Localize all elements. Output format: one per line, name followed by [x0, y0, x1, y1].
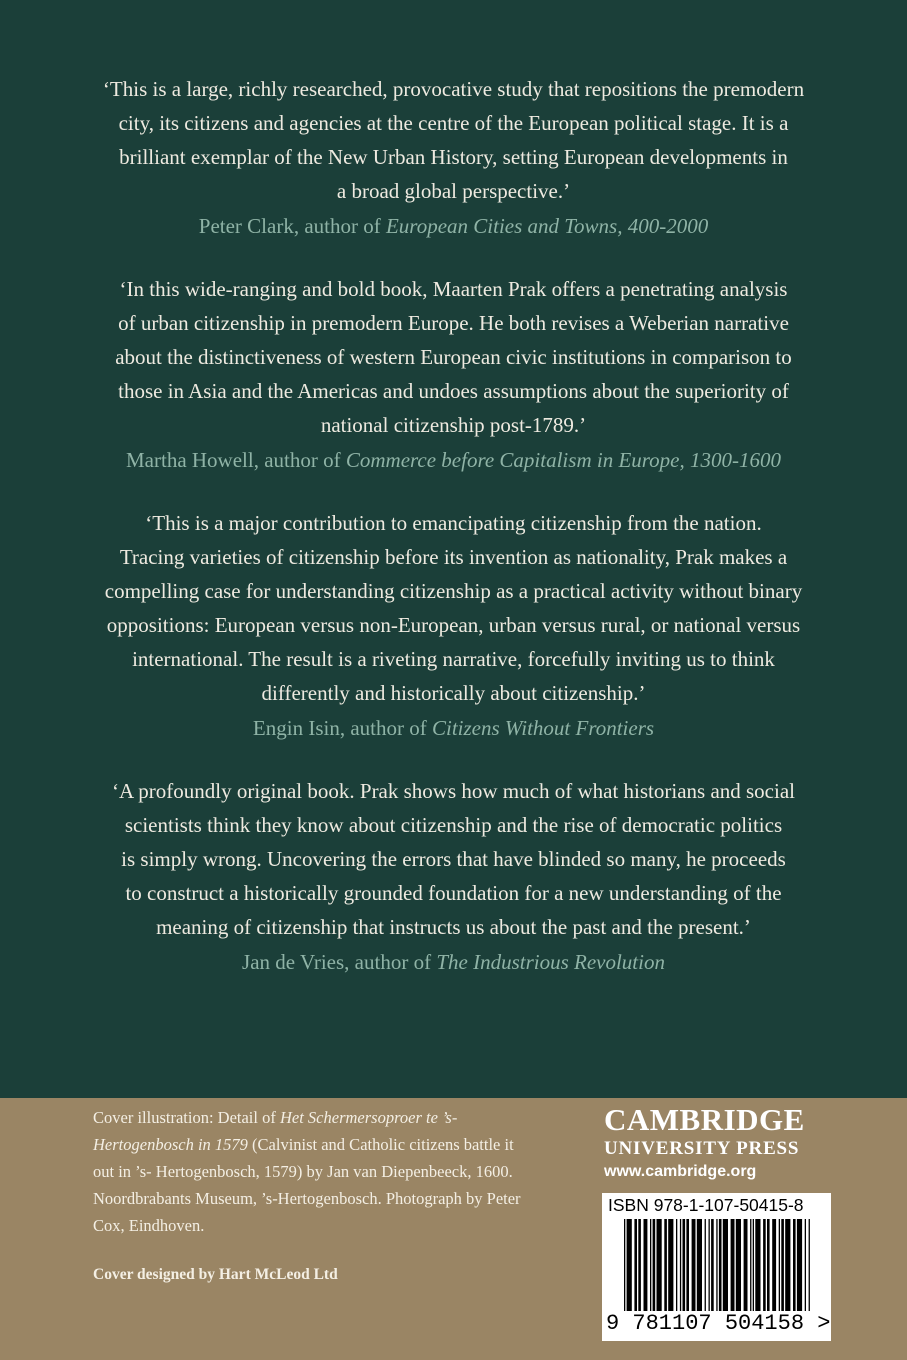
- publisher-logo: [604, 1102, 832, 1184]
- review-book-title: The Industrious Revolution: [436, 950, 665, 974]
- review-3: [60, 506, 847, 746]
- barcode-bar: [781, 1219, 784, 1311]
- barcode-bar: [686, 1219, 689, 1311]
- barcode-bar: [716, 1219, 717, 1311]
- barcode-bar: [750, 1219, 751, 1311]
- review-line: meaning of citizenship that instructs us about the past and the present.’: [156, 915, 751, 939]
- barcode-bar: [683, 1219, 686, 1311]
- barcode-bar: [624, 1219, 625, 1311]
- isbn-number: ISBN 978-1-107-50415-8: [608, 1195, 804, 1215]
- barcode-bar: [753, 1219, 754, 1311]
- review-attribution: [60, 442, 847, 478]
- review-line: a broad global perspective.’: [336, 179, 571, 203]
- review-line: ‘This is a major contribution to emancipating citizenship from the nation.: [145, 511, 762, 535]
- barcode-bar: [767, 1219, 770, 1311]
- review-book-title: European Cities and Towns, 400-2000: [385, 214, 709, 238]
- review-line: ‘In this wide-ranging and bold book, Maarten Prak offers a penetrating analysis: [119, 277, 788, 301]
- review-line: Tracing varieties of citizenship before its invention as nationality, Prak makes a: [119, 545, 788, 569]
- review-line: ‘A profoundly original book. Prak shows how much of what historians and social: [112, 779, 795, 803]
- barcode-bar: [736, 1219, 741, 1311]
- barcode-bar: [763, 1219, 766, 1311]
- designer-credit: Cover designed by Hart McLeod Ltd: [93, 1266, 338, 1283]
- barcode-bar: [744, 1219, 748, 1311]
- barcode-bar: [805, 1219, 806, 1311]
- barcode-bar: [657, 1219, 662, 1311]
- barcode-bar: [634, 1219, 637, 1311]
- barcode-bar: [779, 1219, 780, 1311]
- credit-details: (Calvinist and Catholic citizens battle it out in ’s- Hertogenbosch, 1579) by Jan van Diepenbeeck, 1600. Noordbrabants Museum, ’s-Hertogenbosch. Photograph by Peter Cox, Eindhoven.: [93, 1135, 521, 1235]
- barcode-bar: [650, 1219, 651, 1311]
- review-line: city, its citizens and agencies at the centre of the European political stage. It is a: [118, 111, 789, 135]
- review-book-title: Commerce before Capitalism in Europe, 1300-1600: [345, 448, 781, 472]
- cover-illustration-credit: [93, 1104, 533, 1239]
- barcode-bar: [755, 1219, 760, 1311]
- barcode-bar: [772, 1219, 776, 1311]
- barcode-bar: [731, 1219, 735, 1311]
- review-line: ‘This is a large, richly researched, provocative study that repositions the premodern: [102, 77, 805, 101]
- review-1: [60, 72, 847, 244]
- review-line: brilliant exemplar of the New Urban History, setting European developments in: [119, 145, 788, 169]
- barcode-bar: [793, 1219, 796, 1311]
- review-line: compelling case for understanding citizenship as a practical activity without binary: [104, 579, 803, 603]
- review-attribution: [60, 710, 847, 746]
- barcode-bars: [624, 1219, 814, 1311]
- review-line: scientists think they know about citizenship and the rise of democratic politics: [124, 813, 783, 837]
- review-line: international. The result is a riveting narrative, forcefully inviting us to think: [132, 647, 775, 671]
- review-line: national citizenship post-1789.’: [320, 413, 587, 437]
- review-author: Jan de Vries, author of: [242, 950, 432, 974]
- barcode-digits: 9 781107 504158 >: [606, 1311, 831, 1336]
- barcode-bar: [653, 1219, 656, 1311]
- review-line: oppositions: European versus non-European, urban versus rural, or national versus: [106, 613, 801, 637]
- review-line: differently and historically about citizenship.’: [261, 681, 646, 705]
- barcode-bar: [785, 1219, 790, 1311]
- barcode-bar: [664, 1219, 667, 1311]
- barcode-bar: [676, 1219, 677, 1311]
- barcode-bar: [797, 1219, 802, 1311]
- review-line: of urban citizenship in premodern Europe. He both revises a Weberian narrative: [118, 311, 789, 335]
- barcode-bar: [697, 1219, 702, 1311]
- review-attribution: [60, 944, 847, 980]
- review-line: about the distinctiveness of western European civic institutions in comparison to: [115, 345, 792, 369]
- isbn-barcode: [602, 1193, 831, 1341]
- review-attribution: [60, 208, 847, 244]
- review-line: is simply wrong. Uncovering the errors that have blinded so many, he proceeds: [121, 847, 786, 871]
- barcode-bar: [638, 1219, 641, 1311]
- review-line: those in Asia and the Americas and undoes assumptions about the superiority of: [118, 379, 789, 403]
- review-2: [60, 272, 847, 478]
- barcode-bar: [644, 1219, 648, 1311]
- publisher-subtitle: UNIVERSITY PRESS: [604, 1138, 800, 1159]
- barcode-bar: [692, 1219, 696, 1311]
- barcode-bar: [705, 1219, 706, 1311]
- review-4: [60, 774, 847, 980]
- barcode-bar: [627, 1219, 632, 1311]
- review-author: Engin Isin, author of: [252, 716, 427, 740]
- barcode-bar: [709, 1219, 710, 1311]
- barcode-bar: [711, 1219, 714, 1311]
- review-author: Martha Howell, author of: [126, 448, 341, 472]
- publisher-url: www.cambridge.org: [604, 1163, 757, 1180]
- barcode-bar: [668, 1219, 673, 1311]
- barcode-bar: [723, 1219, 728, 1311]
- review-line: to construct a historically grounded foundation for a new understanding of the: [125, 881, 782, 905]
- review-book-title: Citizens Without Frontiers: [431, 716, 655, 740]
- review-author: Peter Clark, author of: [198, 214, 381, 238]
- barcode-bar: [680, 1219, 681, 1311]
- barcode-bar: [719, 1219, 722, 1311]
- publisher-name: CAMBRIDGE: [604, 1102, 805, 1137]
- credit-prefix: Cover illustration: Detail of: [93, 1108, 276, 1127]
- barcode-bar: [809, 1219, 810, 1311]
- credit-artwork-title: Het Schermersoproer te ’s-Hertogenbosch in 1579: [93, 1108, 458, 1154]
